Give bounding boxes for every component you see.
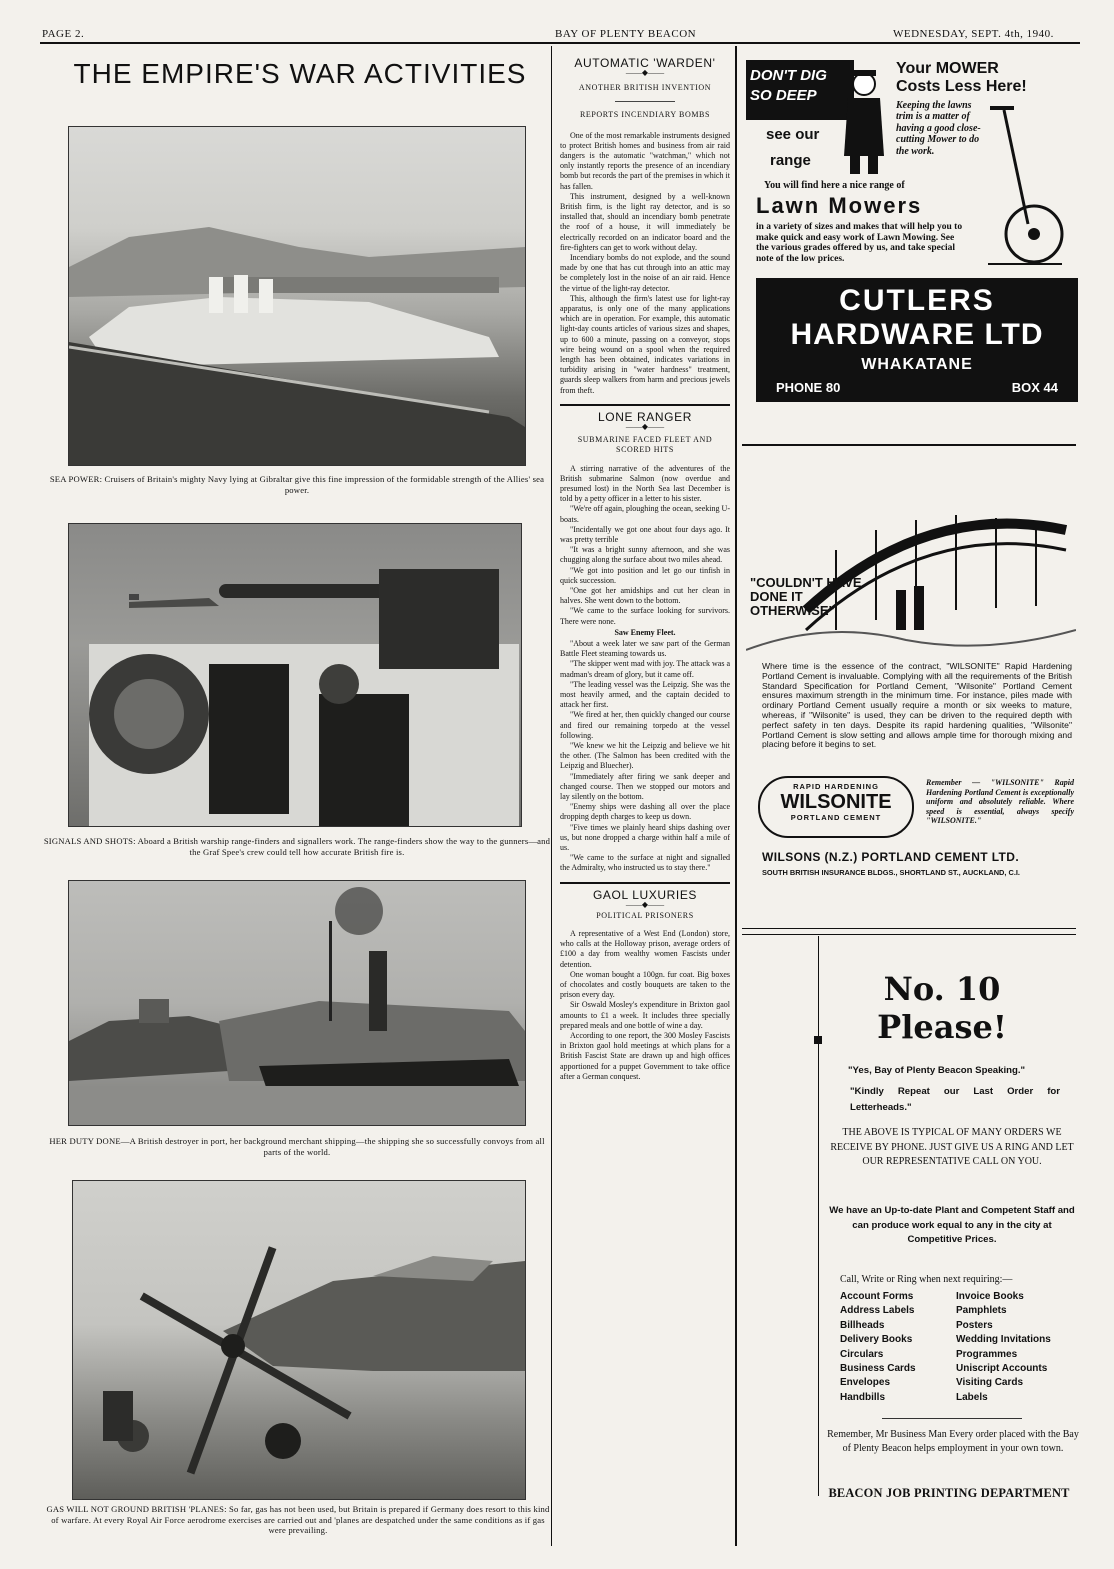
product-item: Handbills — [840, 1391, 886, 1403]
ad-divider-2 — [742, 928, 1076, 929]
gaol-para: According to one report, the 300 Mosley Fascists in Brixton gaol hold meetings at which plans for a British Fascist State are drawn up and high offices apportioned for a puppet Government to take office after a German conquest. — [560, 1031, 730, 1081]
warden-para: This, although the firm's latest use for light-ray apparatus, is only one of the many applications which are in operation. For example, this automatic light-day counts articles of various sizes and shapes, up to 600 a minute, passing on a conveyor, stops wire being wound on a spool when the required length has been obtained, indicates variations in turbidity arising in "water hardness" treatment, guards sleep walkers from harm and precious jewels from theft. — [560, 293, 730, 395]
aircraft-photo — [72, 1180, 526, 1500]
column-divider-1 — [551, 46, 552, 1546]
print-products-right — [956, 1290, 1082, 1405]
nice-range-text: You will find here a nice range of — [764, 180, 905, 191]
product-item: Posters — [956, 1319, 993, 1331]
ranger-para: "Incidentally we got one about four days ago. It was pretty terrible — [560, 524, 730, 544]
badge-line-2: SO DEEP — [750, 87, 817, 104]
ranger-para: "It was a bright sunny afternoon, and she was chugging along the surface about two miles ahead. — [560, 545, 730, 565]
printing-quote-2: "Kindly Repeat our Last Order for Letterheads." — [850, 1086, 1060, 1113]
ranger-para: "About a week later we saw part of the German Battle Fleet steaming towards us. — [560, 638, 730, 659]
article-rule — [560, 882, 730, 884]
ranger-para: "Five times we plainly heard ships dashing over us, but none dropped a charge within half a mile of us. — [560, 822, 730, 853]
printing-title: No. 10 Please! — [877, 970, 1007, 1046]
photo-caption-3: HER DUTY DONE—A British destroyer in port, her background merchant shipping—the shipping she so successfully convoys from all parts of the world. — [49, 1136, 545, 1157]
ranger-para: A stirring narrative of the adventures of the British submarine Salmon (now overdue and presumed lost) in the North Sea last December is told by a petty officer in a letter to his sister. — [560, 463, 730, 504]
product-item: Delivery Books — [840, 1334, 913, 1346]
ranger-para: "Enemy ships were dashing all over the place dropping depth charges to keep us down. — [560, 802, 730, 822]
issue-date: WEDNESDAY, SEPT. 4th, 1940. — [893, 28, 1054, 40]
product-item: Labels — [956, 1391, 988, 1403]
mower-slogan: Keeping the lawns trim is a matter of having a good close-cutting Mower to do the work. — [896, 100, 981, 157]
destroyer-photo-art — [69, 881, 525, 1125]
lawn-mower-illustration — [978, 104, 1068, 274]
ranger-para: "We knew we hit the Leipzig and believe we hit the other. (The Salmon has been credited with the Leipzig and Bluecher). — [560, 740, 730, 771]
wilsonite-advert — [746, 490, 1076, 890]
product-item: Envelopes — [840, 1377, 891, 1389]
ranger-para: "We got into position and let go our tinfish in quick succession. — [560, 565, 730, 585]
ornament: ——◆—— — [625, 68, 665, 78]
wilsonite-remember: Remember — "WILSONITE" Rapid Hardening Portland Cement is exceptionally uniform and absolutely reliable. Where speed is essential, always specify "WILSONITE." — [926, 778, 1074, 826]
wilsonite-logo — [758, 776, 914, 838]
cutlers-banner — [756, 278, 1078, 402]
ranger-crosshead: Saw Enemy Fleet. — [614, 627, 676, 637]
see-our: see our — [766, 126, 820, 143]
printing-border-left — [818, 936, 819, 1496]
product-item: Visiting Cards — [956, 1377, 1024, 1389]
photo-caption-4: GAS WILL NOT GROUND BRITISH 'PLANES: So far, gas has not been used, but Britain is prepared if Germany does resort to this kind of warfare. At every Royal Air Force aerodrome exercises are carried out and 'planes are despatched under the same conditions as if gas were prevailing. — [46, 1504, 550, 1535]
your-mower-heading: Your MOWER — [896, 60, 999, 77]
product-item: Business Cards — [840, 1363, 916, 1375]
printing-advert — [822, 960, 1084, 1520]
product-item: Address Labels — [840, 1305, 915, 1317]
warden-headline: AUTOMATIC 'WARDEN' — [574, 56, 716, 70]
ranger-headline: LONE RANGER — [598, 409, 692, 424]
rule — [615, 101, 675, 102]
printing-rule — [882, 1418, 1022, 1419]
printing-border-mark — [814, 1036, 822, 1044]
ranger-para: "We fired at her, then quickly changed our course and fired our remaining torpedo at the vessel following. — [560, 710, 730, 740]
article-rule — [560, 404, 730, 406]
wilsonite-body: Where time is the essence of the contract, "WILSONITE" Rapid Hardening Portland Cement is invaluable. Complying with all the requirements of the British Standard Specification for Portland Cement, "Wilsonite" Portland Cement ensures maximum strength in the minimum time. For instance, piles made with ordinary Portland Cement usually require a month or six weeks to mature, whereas, if "Wilsonite" is used, they can be driven to the required depth with perfect safety in ten days. Despite its rapid hardening qualities, "Wilsonite" Portland Cement is slow setting and allows ample time for thorough mixing and placing before it begins to set. — [762, 661, 1072, 750]
mower-body-text: in a variety of sizes and makes that will help you to make quick and easy work of Lawn Mowing. See the various grades offered by us, and take special note of the low prices. — [756, 222, 963, 264]
ornament: ——◆—— — [625, 422, 665, 432]
product-item: Wedding Invitations — [956, 1334, 1051, 1346]
printing-remember: Remember, Mr Business Man Every order placed with the Bay of Plenty Beacon helps employment in your own town. — [827, 1429, 1079, 1454]
column-divider-2 — [735, 46, 737, 1546]
ranger-para: "The skipper went mad with joy. The attack was a madman's dream of glory, but it came off. — [560, 659, 730, 679]
article-column — [560, 58, 730, 1082]
ranger-para: "We came to the surface at night and signalled the Admiralty, who instructed us to stay there." — [560, 853, 730, 873]
product-item: Invoice Books — [956, 1291, 1024, 1302]
gaol-para: Sir Oswald Mosley's expenditure in Brixton gaol amounts to £1 a week. It includes three specially prepared meals and one bottle of wine a day. — [560, 1000, 730, 1030]
ranger-para: "The leading vessel was the Leipzig. She was the most heavily armed, and the captain decided to attack her first. — [560, 679, 730, 710]
product-item: Account Forms — [840, 1291, 914, 1302]
product-item: Programmes — [956, 1348, 1018, 1360]
printing-quote-1: "Yes, Bay of Plenty Beacon Speaking." — [848, 1065, 1026, 1076]
ad-divider-3 — [742, 934, 1076, 935]
wilsonite-address: SOUTH BRITISH INSURANCE BLDGS., SHORTLAND ST., AUCKLAND, C.I. — [762, 868, 1020, 877]
cruisers-photo — [68, 126, 526, 466]
ornament: ——◆—— — [625, 899, 665, 909]
man-illustration — [836, 66, 892, 178]
printing-typical: THE ABOVE IS TYPICAL OF MANY ORDERS WE RECEIVE BY PHONE. JUST GIVE US A RING AND LET OUR REPRESENTATIVE CALL ON YOU. — [830, 1127, 1074, 1168]
shop-phone: PHONE 80 — [776, 380, 841, 395]
costs-less-heading: Costs Less Here! — [896, 78, 1027, 95]
printing-plant: We have an Up-to-date Plant and Competent Staff and can produce work equal to any in the city at Competitive Prices. — [829, 1205, 1075, 1246]
ranger-subhead: SUBMARINE FACED FLEET AND SCORED HITS — [577, 435, 713, 455]
print-products-left — [840, 1290, 950, 1405]
mower-advert — [746, 60, 1076, 440]
masthead-rule — [40, 42, 1080, 44]
newspaper-name: BAY OF PLENTY BEACON — [555, 28, 697, 40]
ranger-para: "We're off again, ploughing the ocean, seeking U-boats. — [560, 504, 730, 524]
ad-divider-1 — [742, 444, 1076, 446]
signals-photo — [68, 523, 522, 827]
signals-photo-art — [69, 524, 521, 826]
destroyer-photo — [68, 880, 526, 1126]
shop-box: BOX 44 — [1011, 380, 1058, 395]
printing-call: Call, Write or Ring when next requiring:— — [840, 1274, 1013, 1285]
warden-subhead-1: ANOTHER BRITISH INVENTION — [578, 83, 712, 93]
wilsonite-company: WILSONS (N.Z.) PORTLAND CEMENT LTD. — [762, 850, 1020, 864]
logo-brand: WILSONITE — [780, 791, 892, 813]
ranger-para: "Immediately after firing we sank deeper and changed course. Then we stopped our motors and lay silently on the bottom. — [560, 771, 730, 801]
warden-para: Incendiary bombs do not explode, and the sound made by one that has cut through into an attic may be completely lost in the noise of an air raid. Hence the virtue of the light-ray detector. — [560, 253, 730, 293]
badge-line-1: DON'T DIG — [750, 67, 827, 84]
warden-para: One of the most remarkable instruments designed to protect British homes and business from air raid dangers is the automatic "watchman," which not only instantly reports the presence of an incendiary bomb but records the part of the premises in which it has fallen. — [560, 130, 730, 191]
aircraft-photo-art — [73, 1181, 525, 1499]
gaol-para: A representative of a West End (London) store, who calls at the Holloway prison, average orders of £100 a day from wealthy women Fascists under detention. — [560, 929, 730, 969]
gaol-headline: GAOL LUXURIES — [592, 887, 698, 902]
logo-arc-top: RAPID HARDENING — [793, 782, 879, 791]
product-item: Circulars — [840, 1348, 884, 1360]
printing-department: BEACON JOB PRINTING DEPARTMENT — [828, 1486, 1070, 1500]
feature-title: THE EMPIRE'S WAR ACTIVITIES — [73, 58, 527, 89]
ranger-para: "We came to the surface looking for survivors. There were none. — [560, 606, 730, 626]
shop-town: WHAKATANE — [861, 356, 973, 373]
page-number: PAGE 2. — [42, 28, 85, 40]
photo-caption-1: SEA POWER: Cruisers of Britain's mighty Navy lying at Gibraltar give this fine impression of the formidable strength of the Allies' sea power. — [49, 474, 545, 495]
shop-name-2: HARDWARE LTD — [790, 318, 1044, 351]
lawn-mowers-heading: Lawn Mowers — [756, 193, 923, 218]
cruisers-photo-art — [69, 127, 525, 465]
product-item: Billheads — [840, 1319, 885, 1331]
photo-caption-2: SIGNALS AND SHOTS: Aboard a British warship range-finders and signallers work. The range-finders show the way to the gunners—and the Graf Spee's crew could tell how accurate British fire is. — [43, 836, 551, 857]
product-item: Uniscript Accounts — [956, 1363, 1048, 1375]
gaol-subhead: POLITICAL PRISONERS — [596, 910, 694, 920]
product-item: Pamphlets — [956, 1305, 1007, 1317]
gaol-para: One woman bought a 100gn. fur coat. Big boxes of chocolates and costly bouquets are taken to the prison every day. — [560, 969, 730, 1000]
range-label: range — [770, 152, 811, 169]
logo-arc-bottom: PORTLAND CEMENT — [790, 813, 882, 822]
shop-name-1: CUTLERS — [839, 284, 995, 317]
wilsonite-quote: "COULDN'T HAVE DONE IT OTHERWISE" — [750, 575, 862, 618]
warden-subhead-2: REPORTS INCENDIARY BOMBS — [579, 110, 711, 120]
ranger-para: "One got her amidships and cut her clean in halves. She went down to the bottom. — [560, 585, 730, 606]
warden-para: This instrument, designed by a well-known British firm, is the light ray detector, and is so installed that, should an incendiary bomb penetrate the roof of a house, it will immediately be electrically recorded on an indicator board and the fire-fighters can get to work without delay. — [560, 191, 730, 252]
